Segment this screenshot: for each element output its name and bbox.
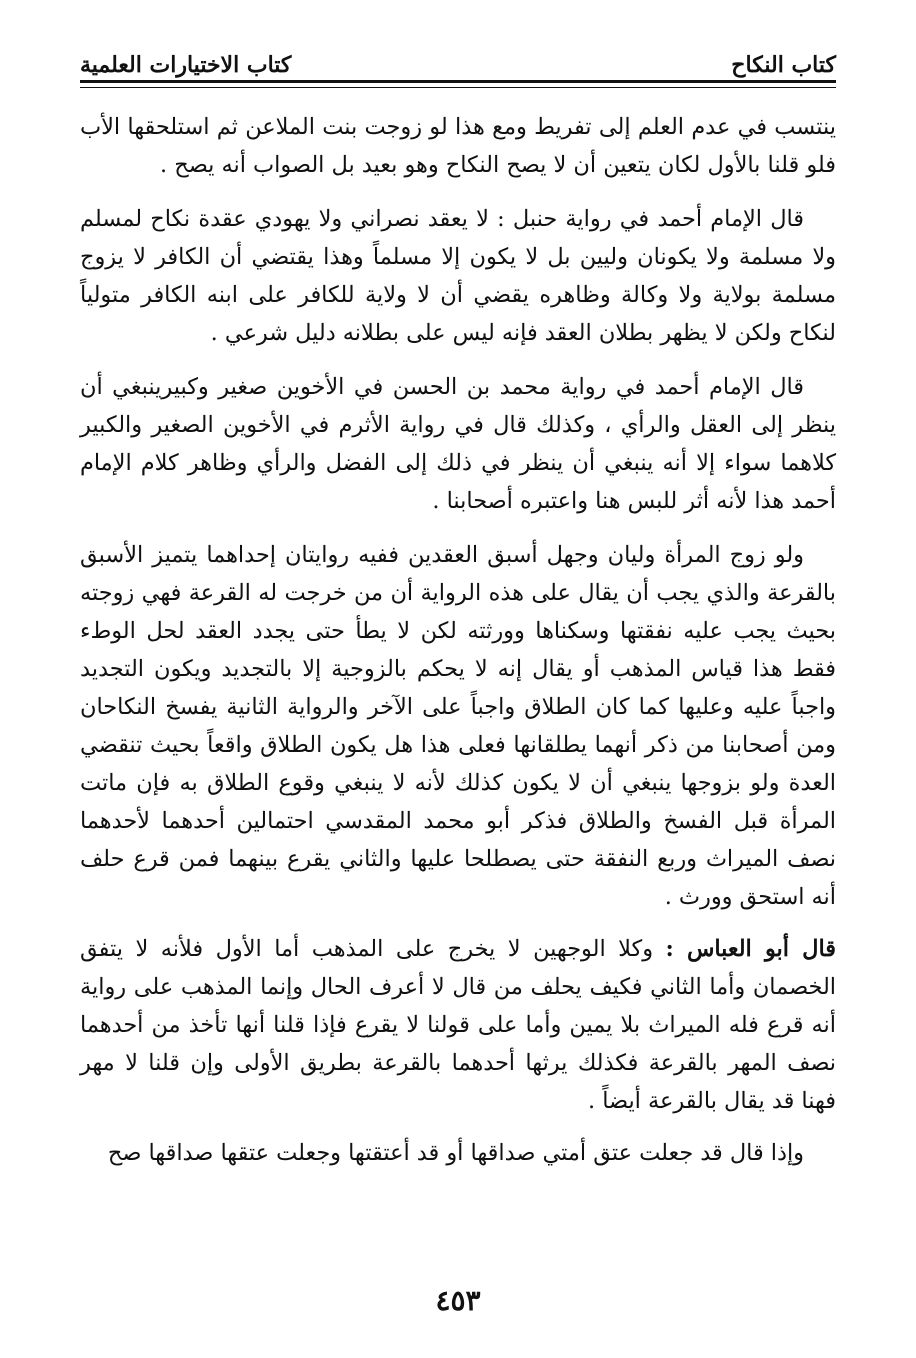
running-head [80, 42, 836, 78]
paragraph-3: قال الإمام أحمد في رواية محمد بن الحسن في الأخوين صغير وكبيرينبغي أن ينظر إلى العقل والرأي ، وكذلك قال في رواية الأثرم في الأخوين الصغير والكبير كلاهما سواء إلا أنه ينبغي أن ينظر في ذلك إلى الفضل والرأي وظاهر كلام الإمام أحمد هذا لأنه أثر للبس هنا واعتبره أصحابنا . [80, 374, 836, 514]
abu-abbas-text: وكلا الوجهين لا يخرج على المذهب أما الأول فلأنه لا يتفق الخصمان وأما الثاني فكيف يحلف من قال لا أعرف الحال وإنما المذهب على رواية أنه قرع فله الميراث بلا يمين وأما على قولنا لا يقرع فإذا قلنا أنها تأخذ من أحدهما نصف المهر بالقرعة فكذلك يرثها أحدهما بالقرعة بطريق الأولى وإن قلنا لا مهر فهنا قد يقال بالقرعة أيضاً . [80, 936, 836, 1114]
paragraph-abu-abbas [80, 930, 836, 1120]
body-text [80, 108, 836, 1188]
abu-abbas-lead: قال أبو العباس : [665, 936, 836, 962]
paragraph-4: ولو زوج المرأة وليان وجهل أسبق العقدين ففيه روايتان إحداهما يتميز الأسبق بالقرعة والذي يجب أن يقال على هذه الرواية أن من خرجت له القرعة فهي زوجته بحيث يجب عليه نفقتها وسكناها وورثته لكن لا يطأ حتى يجدد العقد لحل الوطء فقط هذا قياس المذهب أو يقال إنه لا يحكم بالزوجية إلا بالتجديد ويكون التجديد واجباً عليه وعليها كما كان الطلاق واجباً على الآخر والرواية الثانية يفسخ النكاحان ومن أصحابنا من ذكر أنهما يطلقانها فعلى هذا هل يكون الطلاق واقعاً بحيث تنقضي العدة ولو بزوجها ينبغي أن لا يكون كذلك لأنه لا ينبغي وقوع الطلاق به فإن ماتت المرأة قبل الفسخ والطلاق فذكر أبو محمد المقدسي احتمالين أحدهما لأحدهما نصف الميراث وربع النفقة حتى يصطلحا عليها والثاني يقرع بينهما فمن قرع حلف أنه استحق وورث . [80, 542, 836, 910]
page-number: ٤٥٣ [435, 1284, 481, 1317]
chapter-title: كتاب النكاح [731, 52, 836, 78]
header-rule-thick [80, 80, 836, 83]
paragraph-last-line: وإذا قال قد جعلت عتق أمتي صداقها أو قد أعتقتها وجعلت عتقها صداقها صح [107, 1140, 804, 1166]
header-rule-thin [80, 87, 836, 88]
paragraph-2: قال الإمام أحمد في رواية حنبل : لا يعقد نصراني ولا يهودي عقدة نكاح لمسلم ولا مسلمة ولا يكونان وليين بل لا يكون إلا مسلماً وهذا يقتضي أن الكافر لا يزوج مسلمة بولاية ولا وكالة وظاهره يقضي أن لا ولاية للكافر على ابنه الكافر متولياً لنكاح ولكن لا يظهر بطلان العقد فإنه ليس على بطلانه دليل شرعي . [80, 206, 836, 346]
paragraph-1: ينتسب في عدم العلم إلى تفريط ومع هذا لو زوجت بنت الملاعن ثم استلحقها الأب فلو قلنا بالأول لكان يتعين أن لا يصح النكاح وهو بعيد بل الصواب أنه يصح . [80, 114, 836, 178]
book-title: كتاب الاختيارات العلمية [80, 52, 292, 78]
